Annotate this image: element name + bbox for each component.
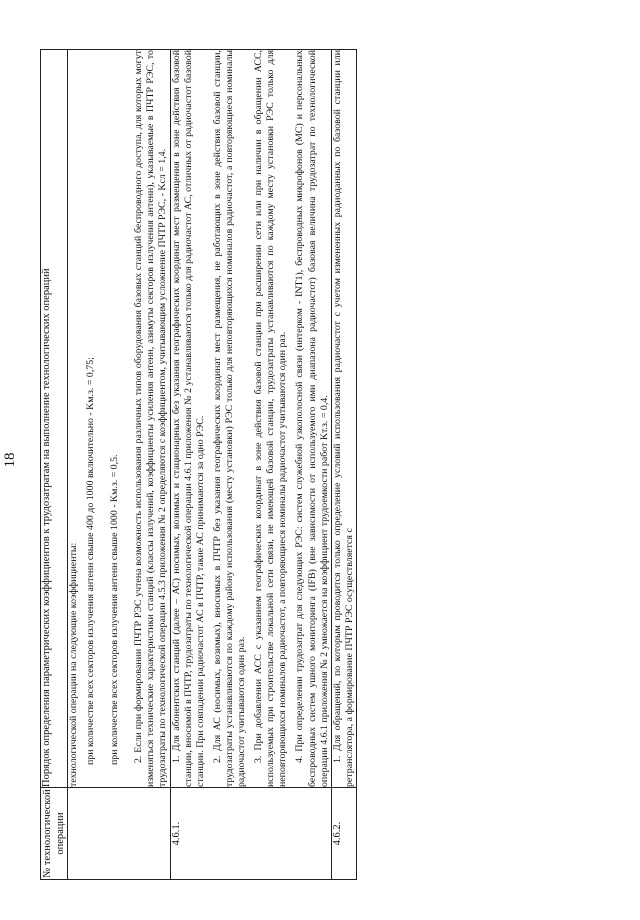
paragraph-4-6-1-2: 2. Для АС (носимых, возимых), вносимых в ПЧТР без указания географических координат мест размещения, не работающих в зоне действия базовой станции, трудозатраты устанавливаются по каждому району использования (месту установки) РЭС только для неповторяющихся номиналов радиочастот, а повторяющиеся номиналы радиочастот учитываются один раз. xyxy=(211,50,248,787)
paragraph-4-6-1-4: 4. При определении трудозатрат для следующих РЭС: систем служебной узкополосной связи (интерком - INT1), беспроводных микрофонов (МС) и персональных беспроводных систем ушного мониторинга (IFB) (вне зависимости от используемого ими диапазона радиочастот) базовая величина трудозатрат по технологической операции 4.6.1 приложения № 2 умножается на коэффициент трудоемкости работ Kт.з. = 0,4. xyxy=(294,50,330,787)
continuation-paragraph-2: 2. Если при формировании ПЧТР РЭС учтена возможность использования различных типов оборудования базовых станций беспроводного доступа, для которых могут изменяться технические характеристики станций (классы излучений, коэффициенты усиления антенн, азимуты секторов излучения антенн), указываемые в ПЧТР РЭС, то трудозатраты по технологической операции 4.5.3 приложения № 2 определяются с коэффициентом, учитывающим усложнение ПЧТР РЭС, - Kсл = 1,4. xyxy=(133,50,169,787)
continuation-text-cell xyxy=(68,50,171,788)
table-row-4-6-1 xyxy=(170,50,331,880)
table-row-continuation xyxy=(68,50,171,880)
coefficient-line-1: при количестве всех секторов излучения антенн свыше 400 до 1000 включительно - Kм.з. = 0,75; xyxy=(85,357,97,765)
operation-number-4-6-2: 4.6.2. xyxy=(331,788,356,880)
paragraph-4-6-2-1: 1. Для обращений, по которым проводится только определение условий использования радиочастот с учетом измененных радиоданных по базовой станции или ретранслятора, а формирование ПЧТР РЭС осуществляется с xyxy=(331,50,355,787)
operation-number-4-6-1: 4.6.1. xyxy=(170,788,331,880)
header-coefficient-procedure: Порядок определения параметрических коэффициентов к трудозатратам на выполнение технологических операций xyxy=(41,50,68,788)
table-header-row xyxy=(41,50,68,880)
table-row-4-6-2 xyxy=(331,50,356,880)
continuation-intro: технологической операции на следующие коэффициенты: xyxy=(68,542,79,787)
page-number: 18 xyxy=(2,452,18,468)
paragraph-4-6-1-3: 3. При добавлении АСС с указанием географических координат в зоне действия базовой станции при расширении сети или при наличии в обращении АСС, используемых при строительстве локальной сети связи, не имеющей базовой станции, трудозатраты устанавливаются по каждому месту установки РЭС только для неповторяющихся номиналов радиочастот, а повторяющиеся номиналы радиочастот учитываются один раз. xyxy=(253,50,289,787)
operation-text-4-6-1 xyxy=(170,50,331,788)
operation-text-4-6-2 xyxy=(331,50,356,788)
header-operation-number: № технологической операции xyxy=(42,789,66,878)
continuation-number-cell xyxy=(68,788,171,880)
coefficient-line-2: при количестве всех секторов излучения антенн свыше 1000 - Kм.з. = 0,5. xyxy=(109,454,121,765)
paragraph-4-6-1-1: 1. Для абонентских станций (далее – АС) носимых, возимых и стационарных без указания географических координат мест размещения в зоне действия базовой станции, вносимой в ПЧТР, трудозатраты по технологической операции 4.6.1 приложения № 2 устанавливаются только для радиочастот АС, отличных от радиочастот базовой станции. При совпадении радиочастот АС в ПЧТР, такие АС принимаются за одно РЭС. xyxy=(170,50,206,787)
coefficients-table xyxy=(40,49,357,880)
